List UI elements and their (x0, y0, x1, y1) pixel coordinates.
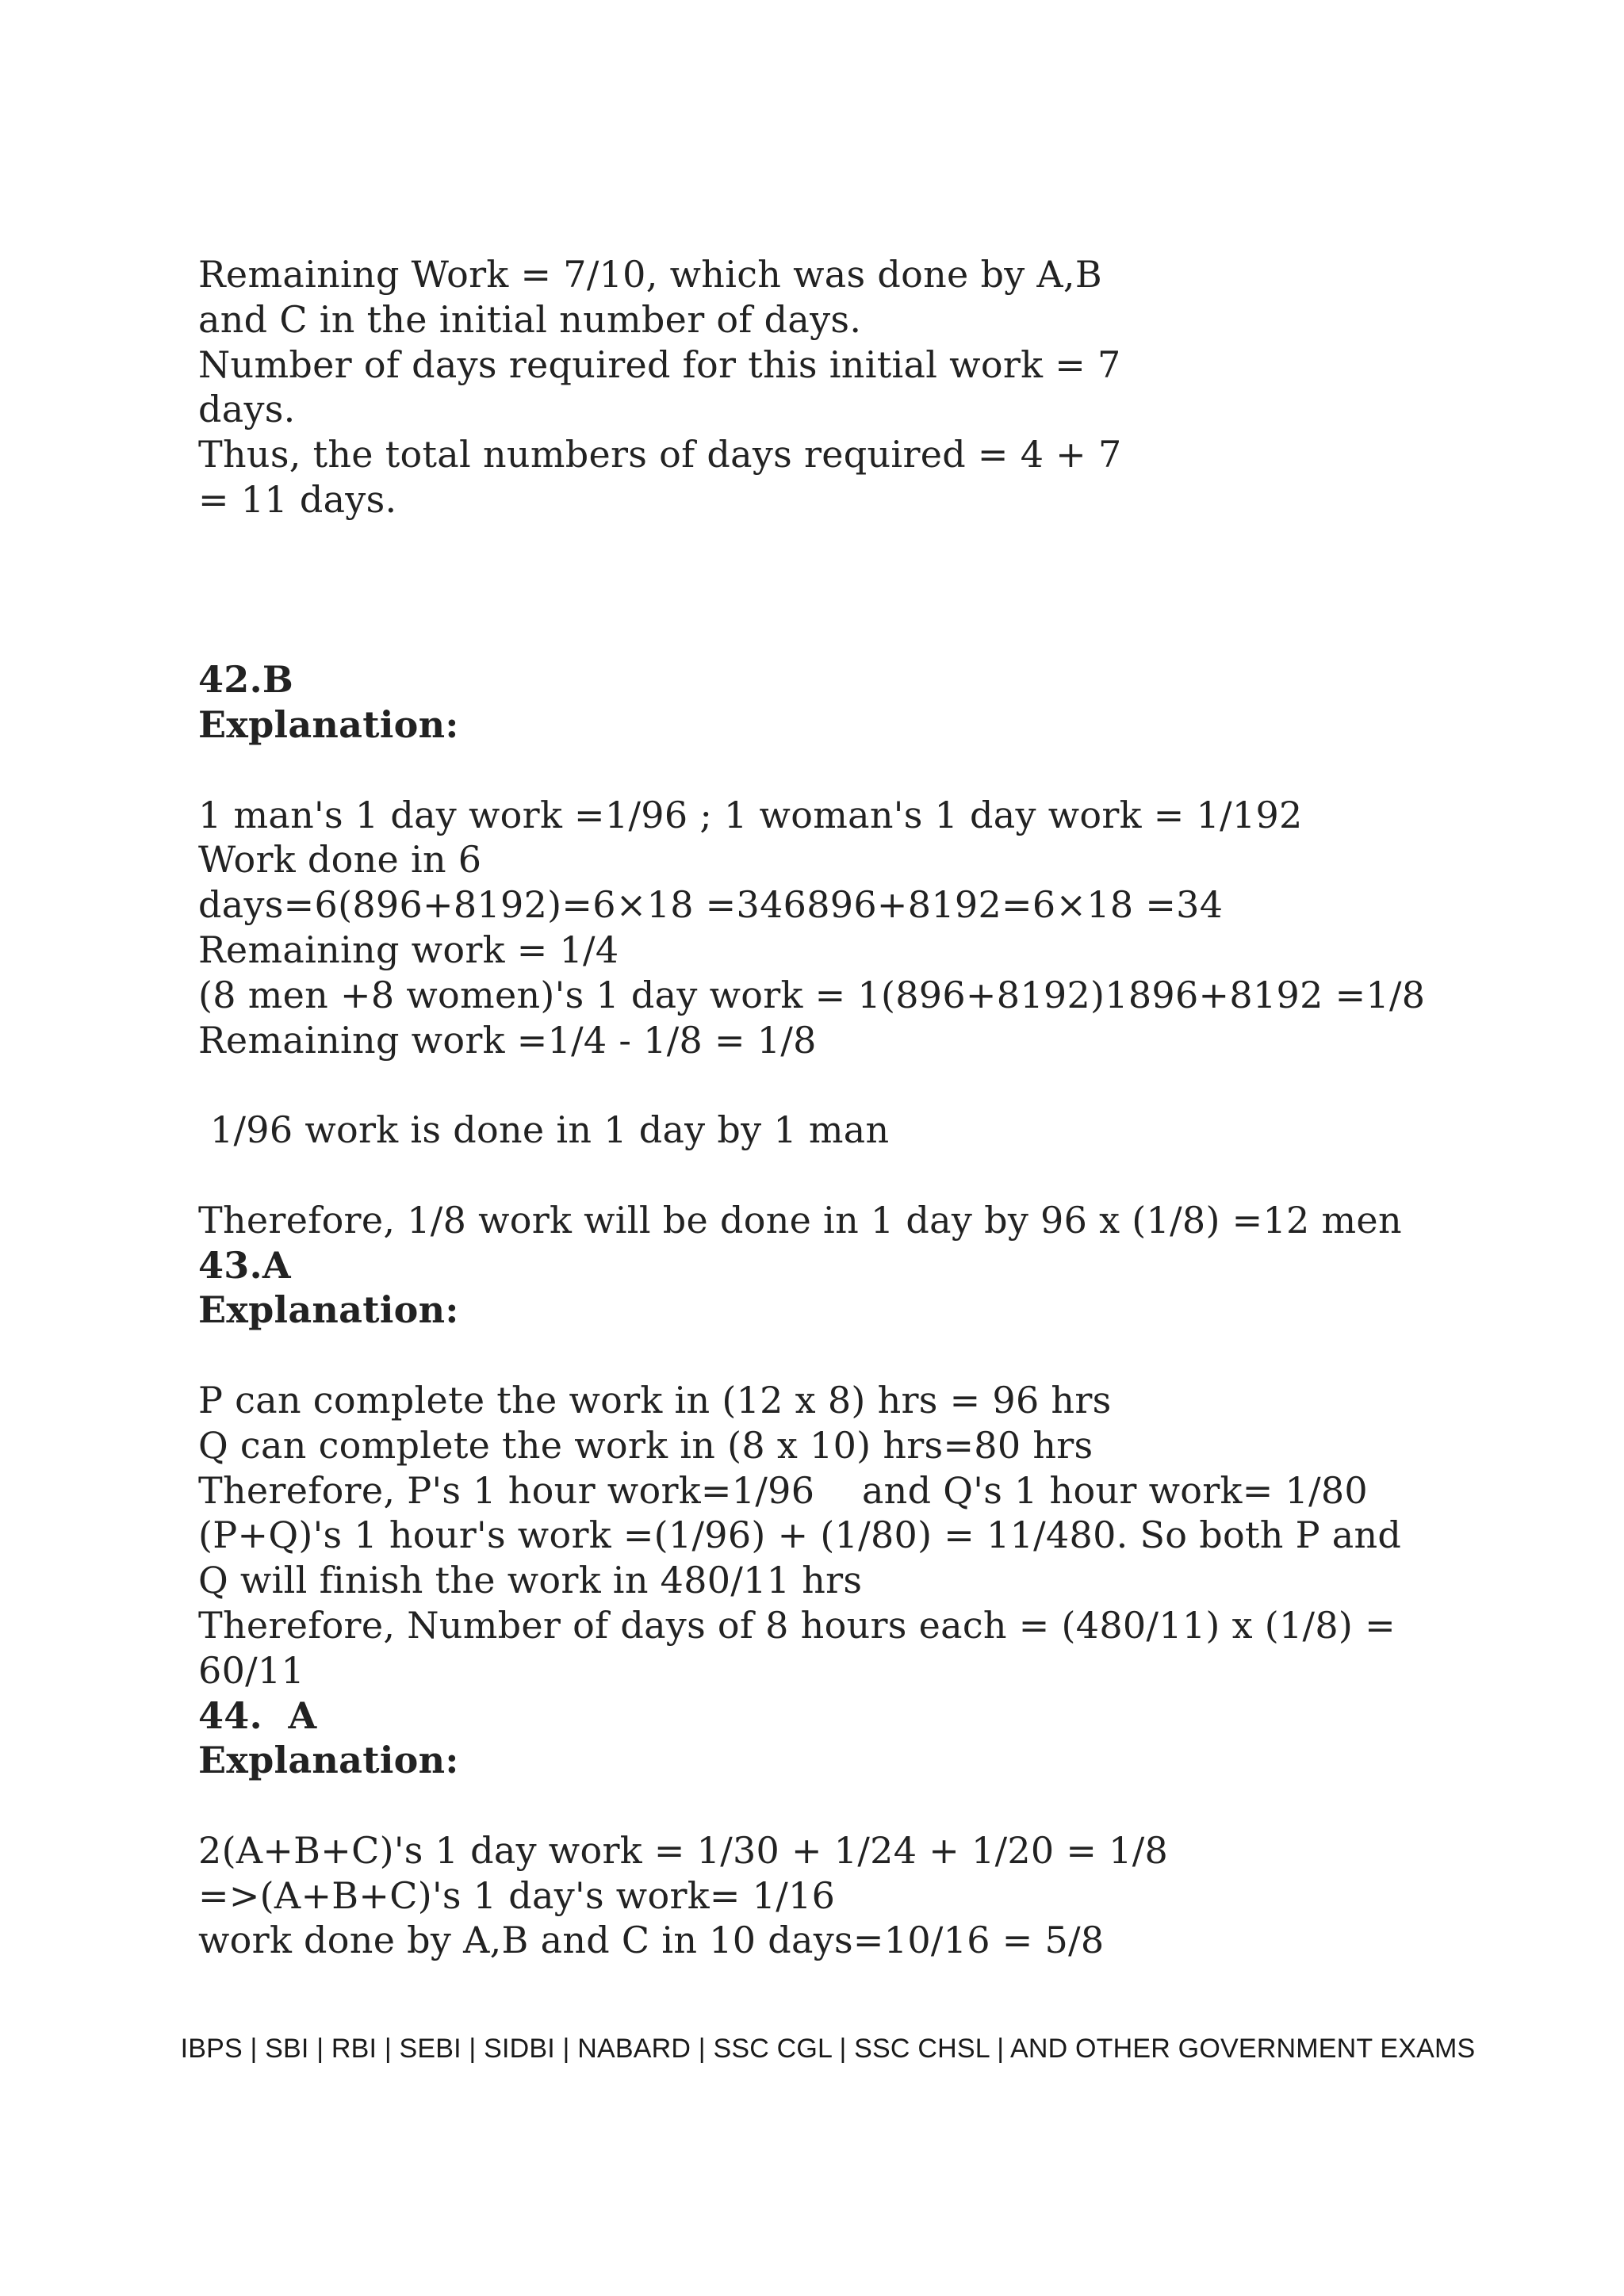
q43-line-6: Therefore, Number of days of 8 hours each = (480/11) x (1/8) = (198, 1603, 1396, 1647)
q43-heading: 43.A (198, 1243, 291, 1287)
section-spacer (198, 522, 1546, 657)
q42-line-6: Remaining work =1/4 - 1/8 = 1/8 (198, 1018, 817, 1062)
q42-line-3: days=6(896+8192)=6×18 =346896+8192=6×18 =34 (198, 883, 1224, 927)
q42-single-line: 1/96 work is done in 1 day by 1 man (198, 1108, 890, 1152)
q44-heading: 44. A (198, 1693, 317, 1737)
q43-line-3: Therefore, P's 1 hour work=1/96 and Q's 1 hour work= 1/80 (198, 1468, 1368, 1512)
blank-line (198, 1783, 1546, 1828)
q44-line-2: =>(A+B+C)'s 1 day's work= 1/16 (198, 1873, 836, 1917)
blank-line (198, 1333, 1546, 1378)
q42-line-4: Remaining work = 1/4 (198, 928, 619, 971)
intro-line-1: Remaining Work = 7/10, which was done by A,B (198, 253, 1102, 296)
q43-line-7: 60/11 (198, 1648, 305, 1692)
intro-line-6: = 11 days. (198, 477, 397, 521)
q44-line-1: 2(A+B+C)'s 1 day work = 1/30 + 1/24 + 1/20 = 1/8 (198, 1828, 1169, 1872)
q43-line-2: Q can complete the work in (8 x 10) hrs=80 hrs (198, 1423, 1094, 1467)
page-footer: IBPS | SBI | RBI | SEBI | SIDBI | NABARD | SSC CGL | SSC CHSL | AND OTHER GOVERNMENT EXAMS (180, 2034, 1476, 2064)
blank-line (198, 1153, 1546, 1198)
q43-line-1: P can complete the work in (12 x 8) hrs = 96 hrs (198, 1378, 1112, 1422)
q42-line-2: Work done in 6 (198, 838, 482, 882)
intro-line-4: days. (198, 388, 296, 431)
intro-line-2: and C in the initial number of days. (198, 297, 862, 341)
q43-line-4: (P+Q)'s 1 hour's work =(1/96) + (1/80) = 11/480. So both P and (198, 1513, 1402, 1557)
q42-line-1: 1 man's 1 day work =1/96 ; 1 woman's 1 day work = 1/192 (198, 793, 1303, 836)
q42-conclusion: Therefore, 1/8 work will be done in 1 day by 96 x (1/8) =12 men (198, 1198, 1402, 1242)
intro-line-5: Thus, the total numbers of days required = 4 + 7 (198, 433, 1122, 476)
intro-line-3: Number of days required for this initial work = 7 (198, 342, 1121, 386)
q43-line-5: Q will finish the work in 480/11 hrs (198, 1559, 863, 1602)
q43-explanation-label: Explanation: (198, 1288, 459, 1332)
blank-line (198, 748, 1546, 793)
blank-line (198, 1062, 1546, 1108)
document-body (198, 252, 1546, 1963)
q42-explanation-label: Explanation: (198, 702, 459, 746)
q44-explanation-label: Explanation: (198, 1739, 459, 1782)
q44-line-3: work done by A,B and C in 10 days=10/16 = 5/8 (198, 1919, 1105, 1962)
q42-line-5: (8 men +8 women)'s 1 day work = 1(896+8192)1896+8192 =1/8 (198, 973, 1426, 1016)
q42-heading: 42.B (198, 658, 294, 702)
